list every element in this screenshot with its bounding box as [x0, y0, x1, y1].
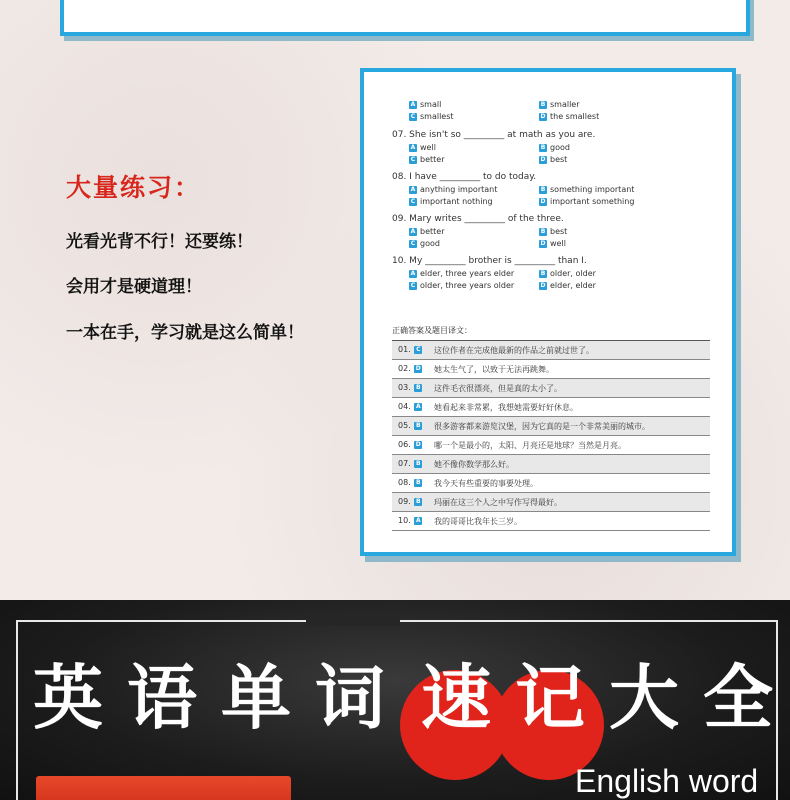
- answer-badge: B: [415, 497, 421, 505]
- option-badge: B: [540, 227, 546, 235]
- option-badge: C: [410, 112, 416, 120]
- answer-number: 07.: [398, 459, 411, 468]
- option-text: best: [550, 227, 568, 236]
- option-badge: D: [540, 239, 546, 247]
- option-badge: B: [540, 143, 546, 151]
- option-badge: A: [410, 227, 416, 235]
- option-d: [539, 112, 599, 121]
- answer-number: 08.: [398, 478, 411, 487]
- option-a: [409, 269, 514, 278]
- option-a: [409, 185, 497, 194]
- option-badge: D: [540, 112, 546, 120]
- option-text: well: [420, 143, 436, 152]
- option-badge: D: [540, 155, 546, 163]
- slogan-title: 大量练习：: [66, 173, 202, 202]
- option-text: small: [420, 100, 442, 109]
- option-badge: A: [410, 269, 416, 277]
- answer-row: [392, 493, 710, 512]
- answer-badge: B: [415, 421, 421, 429]
- option-badge: A: [410, 143, 416, 151]
- option-badge: D: [540, 281, 546, 289]
- slogan-line-3: 一本在手，学习就是这么简单！: [66, 323, 304, 343]
- answer-badge: A: [415, 516, 421, 524]
- option-text: elder, three years elder: [420, 269, 515, 278]
- title-char: 速: [421, 657, 491, 739]
- option-text: best: [550, 155, 568, 164]
- answer-translation: 她不像你数学那么好。: [434, 460, 514, 469]
- option-text: older, three years older: [420, 281, 515, 290]
- option-text: anything important: [420, 185, 498, 194]
- option-text: smaller: [550, 100, 580, 109]
- option-text: important something: [550, 197, 635, 206]
- option-text: good: [420, 239, 440, 248]
- exercise-card: [360, 68, 736, 556]
- option-badge: C: [410, 239, 416, 247]
- answer-badge: D: [415, 440, 421, 448]
- option-text: better: [420, 155, 445, 164]
- answers-title: 正确答案及题目译文：: [392, 326, 472, 335]
- answer-number: 04.: [398, 402, 411, 411]
- option-badge: C: [410, 197, 416, 205]
- option-badge: B: [540, 100, 546, 108]
- option-b: [539, 185, 634, 194]
- slogan-line-2: 会用才是硬道理！: [66, 277, 202, 297]
- answer-row: [392, 455, 710, 474]
- option-text: better: [420, 227, 445, 236]
- option-badge: A: [410, 185, 416, 193]
- title-char: 单: [221, 657, 291, 739]
- option-text: important nothing: [420, 197, 493, 206]
- option-d: [539, 155, 567, 164]
- question-09: 09. Mary writes _________ of the three.: [392, 214, 564, 224]
- option-b: [539, 269, 596, 278]
- answer-badge: D: [415, 364, 421, 372]
- option-c: [409, 197, 493, 206]
- answer-translation: 这位作者在完成他最新的作品之前就过世了。: [434, 346, 594, 355]
- answers-table: [392, 340, 710, 531]
- answer-translation: 我今天有些重要的事要处理。: [434, 479, 538, 488]
- option-c: [409, 112, 454, 121]
- answer-badge: C: [416, 345, 421, 353]
- option-c: [409, 155, 444, 164]
- banner-frame-gap: [306, 616, 400, 626]
- question-08: 08. I have _________ to do today.: [392, 172, 537, 182]
- option-text: older, older: [550, 269, 596, 278]
- answer-number: 06.: [398, 440, 411, 449]
- title-char: 英: [33, 657, 103, 739]
- option-b: [539, 100, 580, 109]
- option-d: [539, 239, 566, 248]
- answer-translation: 我的哥哥比我年长三岁。: [434, 517, 522, 526]
- answer-number: 05.: [398, 421, 411, 430]
- option-a: [409, 100, 441, 109]
- option-text: something important: [550, 185, 635, 194]
- title-char: 全: [703, 657, 773, 739]
- option-badge: B: [540, 185, 546, 193]
- option-d: [539, 197, 634, 206]
- option-text: the smallest: [550, 112, 600, 121]
- answer-row: [392, 436, 710, 455]
- answer-translation: 玛丽在这三个人之中写作写得最好。: [434, 498, 562, 507]
- option-a: [409, 143, 436, 152]
- option-badge: B: [540, 269, 546, 277]
- option-badge: C: [410, 155, 416, 163]
- answer-row: [392, 474, 710, 493]
- answer-row: [392, 512, 710, 531]
- title-char: 词: [315, 657, 385, 739]
- title-char: 大: [609, 657, 679, 739]
- answer-number: 09.: [398, 497, 411, 506]
- book-cover-edge: [36, 776, 291, 800]
- question-10: 10. My _________ brother is _________ than I.: [392, 256, 587, 266]
- option-text: good: [550, 143, 570, 152]
- option-badge: C: [410, 281, 416, 289]
- answer-badge: A: [415, 402, 421, 410]
- answer-number: 03.: [398, 383, 411, 392]
- answer-row: [392, 360, 710, 379]
- answer-translation: 这件毛衣很漂亮，但是真的太小了。: [434, 384, 562, 393]
- question-07: 07. She isn't so _________ at math as you are.: [392, 130, 596, 140]
- answer-row: [392, 341, 710, 360]
- option-b: [539, 143, 570, 152]
- title-char: 记: [515, 657, 585, 739]
- option-text: well: [550, 239, 566, 248]
- answer-badge: B: [415, 459, 421, 467]
- option-text: elder, elder: [550, 281, 596, 290]
- answer-row: [392, 379, 710, 398]
- answer-number: 02.: [398, 364, 411, 373]
- answer-translation: 很多游客都来游览汉堡，因为它真的是一个非常美丽的城市。: [434, 422, 650, 431]
- option-badge: D: [540, 197, 546, 205]
- option-d: [539, 281, 596, 290]
- option-c: [409, 281, 514, 290]
- option-b: [539, 227, 567, 236]
- previous-page-card: [60, 0, 750, 36]
- english-subtitle: English word: [575, 763, 759, 799]
- title-banner: [0, 600, 790, 800]
- answer-row: [392, 398, 710, 417]
- option-badge: A: [410, 100, 416, 108]
- answer-badge: B: [415, 478, 421, 486]
- slogan-line-1: 光看光背不行！还要练！: [66, 232, 253, 252]
- answer-row: [392, 417, 710, 436]
- option-c: [409, 239, 440, 248]
- option-text: smallest: [420, 112, 454, 121]
- answer-badge: B: [415, 383, 421, 391]
- answer-translation: 她看起来非常累，我想她需要好好休息。: [434, 403, 578, 412]
- answer-translation: 哪一个是最小的，太阳、月亮还是地球？当然是月亮。: [434, 441, 626, 450]
- title-char: 语: [127, 657, 197, 739]
- answer-number: 10.: [398, 516, 411, 525]
- answer-translation: 她太生气了，以致于无法再跳舞。: [434, 365, 554, 374]
- option-a: [409, 227, 444, 236]
- answer-number: 01.: [398, 345, 411, 354]
